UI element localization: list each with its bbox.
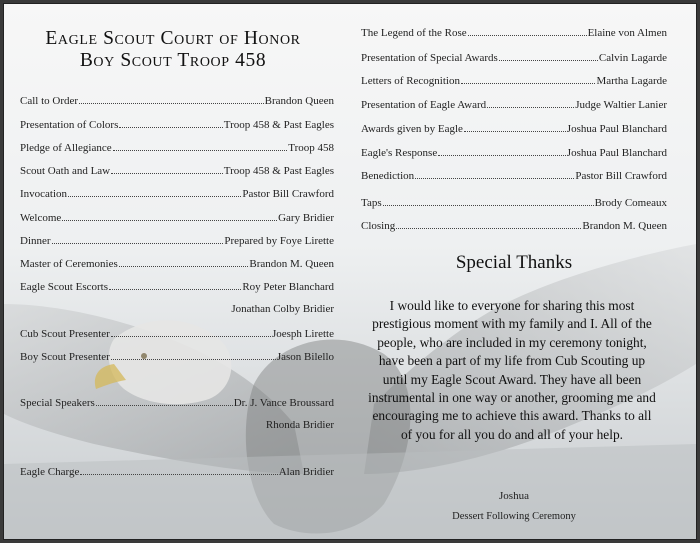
program-row: [20, 118, 334, 132]
program-person: Jonathan Colby Bridier: [231, 303, 334, 315]
program-item: Scout Oath and Law: [20, 165, 111, 177]
program-row: [20, 396, 334, 410]
program-page: [3, 3, 697, 540]
program-row: [20, 94, 334, 108]
dot-leader: [461, 74, 595, 84]
program-person: Calvin Lagarde: [598, 52, 667, 64]
program-person: Elaine von Almen: [587, 27, 667, 39]
program-item: Pledge of Allegiance: [20, 142, 112, 154]
program-row: [361, 74, 667, 88]
program-row: [20, 303, 334, 317]
program-row: [361, 169, 667, 183]
program-person: Pastor Bill Crawford: [242, 188, 334, 200]
program-person: Joshua Paul Blanchard: [566, 123, 667, 135]
program-person: Troop 458 & Past Eagles: [223, 165, 334, 177]
program-item: Welcome: [20, 212, 62, 224]
program-item: Cub Scout Presenter: [20, 328, 110, 340]
program-person: Troop 458 & Past Eagles: [223, 119, 334, 131]
program-item: Benediction: [361, 170, 415, 182]
dot-leader: [415, 169, 574, 179]
dot-leader: [80, 465, 277, 475]
program-item: Presentation of Special Awards: [361, 52, 498, 64]
dot-leader: [383, 196, 594, 206]
program-person: Brandon M. Queen: [249, 258, 334, 270]
program-person: Roy Peter Blanchard: [242, 281, 334, 293]
program-person: Gary Bridier: [278, 212, 334, 224]
left-program-list: [20, 94, 334, 494]
program-row: [20, 234, 334, 248]
program-person: Pastor Bill Crawford: [575, 170, 667, 182]
dot-leader: [468, 26, 587, 36]
program-item: Master of Ceremonies: [20, 258, 118, 270]
program-person: Brody Comeaux: [594, 197, 667, 209]
program-item: Eagle Charge: [20, 466, 80, 478]
program-person: Prepared by Foye Lirette: [224, 235, 334, 247]
program-person: Joshua Paul Blanchard: [566, 147, 667, 159]
program-row: [20, 419, 334, 433]
program-row: [20, 327, 334, 341]
program-person: Judge Waltier Lanier: [575, 99, 667, 111]
program-item: Invocation: [20, 188, 68, 200]
right-column: [361, 26, 667, 246]
program-person: Dr. J. Vance Broussard: [233, 397, 334, 409]
program-item: Presentation of Colors: [20, 119, 119, 131]
dot-leader: [109, 280, 241, 290]
program-row: [20, 211, 334, 225]
program-person: Rhonda Bridier: [265, 419, 334, 431]
left-column: [20, 28, 334, 494]
right-program-list: [361, 26, 667, 246]
program-row: [20, 257, 334, 271]
program-person: Joesph Lirette: [271, 328, 334, 340]
program-item: Call to Order: [20, 95, 79, 107]
program-person: Brandon M. Queen: [582, 220, 667, 232]
dot-leader: [113, 141, 288, 151]
program-item: Awards given by Eagle: [361, 123, 463, 135]
special-thanks-message: I would like to everyone for sharing this most prestigious moment with my family and I. All of the people, who are included in my ceremony tonight, have been a part of my life from Cub Scouting up until my Eagle Scout Award. They have all been instrumental in one way or another, grooming me and encouraging me to achieve this award. Thanks to all of you for all you do and all of your help.: [368, 298, 656, 442]
program-row: [361, 196, 667, 210]
dot-leader: [438, 146, 566, 156]
dot-leader: [119, 257, 249, 267]
program-row: [361, 146, 667, 160]
program-row: [361, 51, 667, 65]
dot-leader: [79, 94, 264, 104]
program-row: [20, 141, 334, 155]
program-row: [361, 122, 667, 136]
program-item: Letters of Recognition: [361, 75, 460, 87]
program-item: Eagle Scout Escorts: [20, 281, 108, 293]
program-person: Martha Lagarde: [596, 75, 667, 87]
program-person: Alan Bridier: [278, 466, 334, 478]
dot-leader: [464, 122, 566, 132]
dot-leader: [111, 350, 276, 360]
program-row: [361, 26, 667, 40]
program-item: Boy Scout Presenter: [20, 351, 110, 363]
program-row: [20, 465, 334, 479]
program-row: [20, 350, 334, 364]
program-person: Jason Bilello: [276, 351, 334, 363]
special-thanks-heading: Special Thanks: [455, 252, 573, 273]
dot-leader: [499, 51, 598, 61]
dot-leader: [68, 187, 241, 197]
program-item: Dinner: [20, 235, 51, 247]
event-title: Eagle Scout Court of Honor: [45, 28, 301, 49]
program-row: [20, 280, 334, 294]
program-row: [361, 219, 667, 233]
dot-leader: [111, 327, 271, 337]
troop-title: Boy Scout Troop 458: [79, 50, 267, 71]
program-item: Eagle's Response: [361, 147, 438, 159]
program-person: Troop 458: [288, 142, 334, 154]
signer-name: Joshua: [499, 490, 529, 502]
program-item: Special Speakers: [20, 397, 95, 409]
dessert-note: Dessert Following Ceremony: [452, 511, 576, 522]
program-item: The Legend of the Rose: [361, 27, 467, 39]
program-item: Presentation of Eagle Award: [361, 99, 487, 111]
dot-leader: [111, 164, 223, 174]
dot-leader: [52, 234, 224, 244]
program-row: [20, 187, 334, 201]
dot-leader: [119, 118, 222, 128]
program-person: Brandon Queen: [264, 95, 334, 107]
dot-leader: [62, 211, 277, 221]
program-item: Taps: [361, 197, 382, 209]
dot-leader: [396, 219, 581, 229]
program-item: Closing: [361, 220, 396, 232]
program-row: [361, 98, 667, 112]
dot-leader: [487, 98, 574, 108]
program-row: [20, 164, 334, 178]
dot-leader: [96, 396, 233, 406]
